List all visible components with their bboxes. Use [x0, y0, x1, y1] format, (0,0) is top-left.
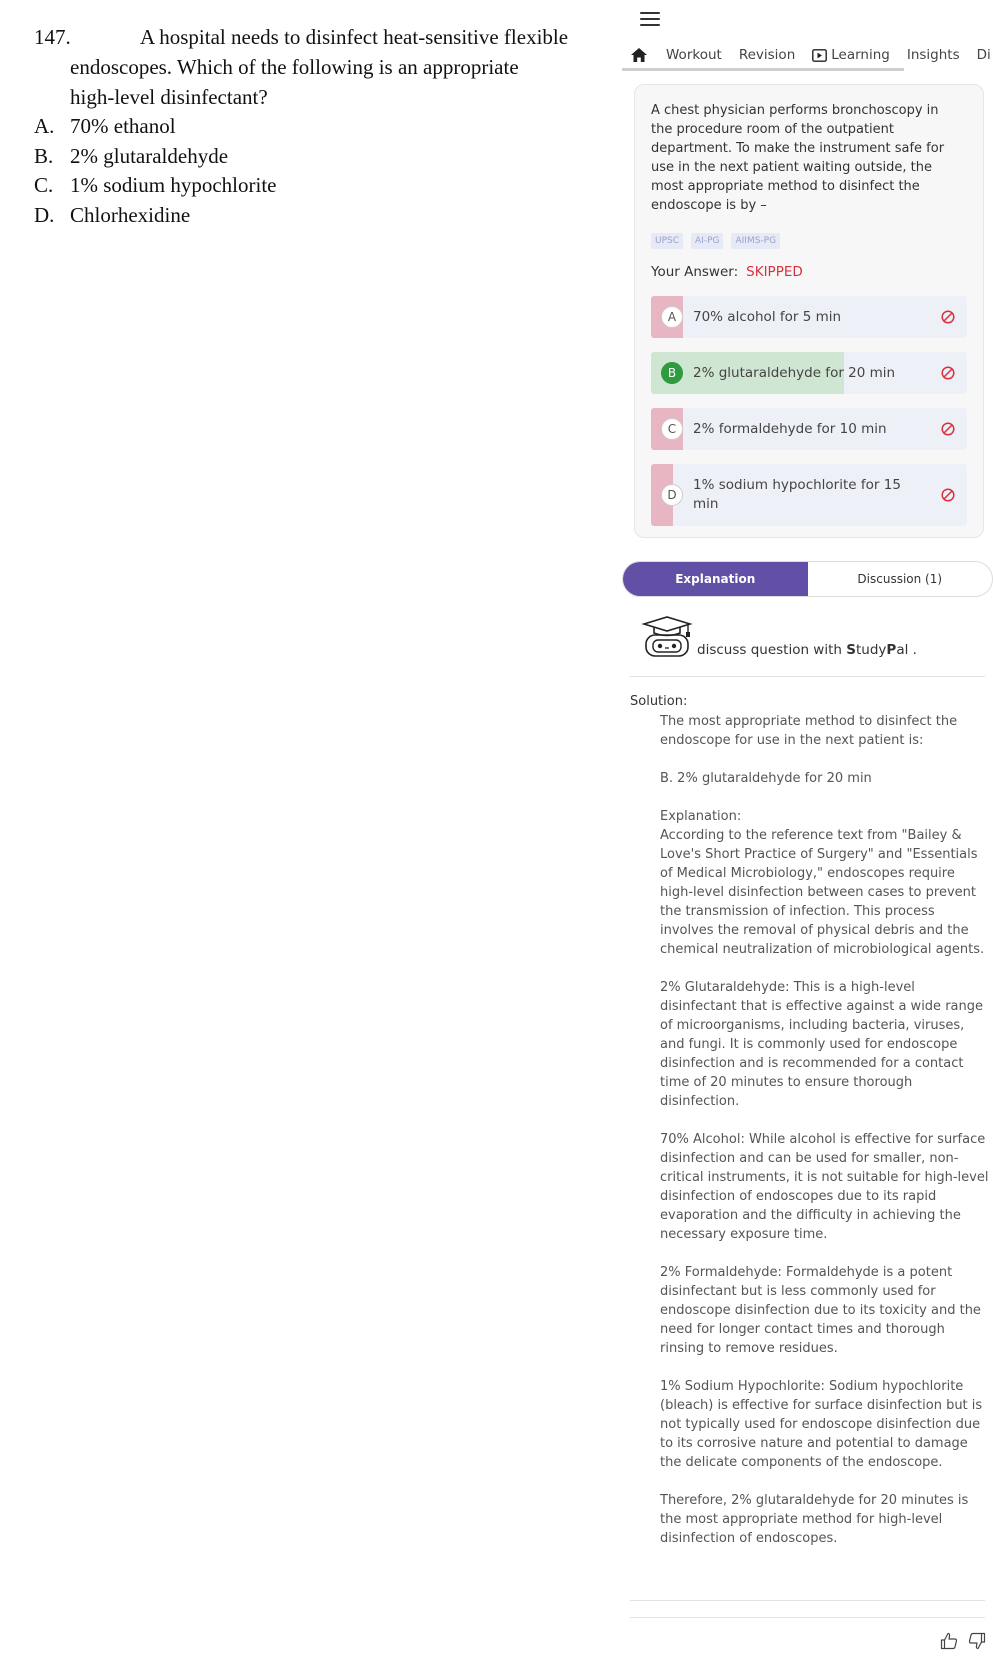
solution-paragraph: Therefore, 2% glutaraldehyde for 20 minutes is the most appropriate method for high-level disinfection of endoscopes. [660, 1493, 969, 1546]
top-navigation [622, 40, 993, 70]
nav-revision[interactable]: Revision [738, 47, 796, 63]
option-c-text: 2% formaldehyde for 10 min [693, 421, 887, 437]
option-d-text: 1% sodium hypochlorite for 15 min [693, 477, 901, 512]
not-selected-icon [941, 310, 955, 324]
solution-paragraph: 2% Glutaraldehyde: This is a high-level disinfectant that is effective against a wide range of microorganisms, including bacteria, viruses, and fungi. It is commonly used for endoscope disinfection and is recommended for a contact time of 20 minutes to ensure thorough disinfection. [660, 980, 983, 1109]
divider [630, 1617, 985, 1618]
question-number: 147. [34, 25, 71, 49]
option-d-letter: D [661, 484, 683, 506]
question-text-first: A hospital needs to disinfect heat-sensitive flexible [140, 25, 569, 49]
answer-option-b[interactable] [651, 352, 967, 394]
exam-tags [651, 233, 780, 249]
doc-option-d: D. Chlorhexidine [34, 202, 191, 227]
solution-paragraph: The most appropriate method to disinfect the endoscope for use in the next patient is: [660, 714, 958, 748]
question-text-rest: endoscopes. Which of the following is an appropriate high-level disinfectant? [70, 55, 519, 109]
solution-label: Solution: [630, 694, 688, 709]
solution-paragraph: 1% Sodium Hypochlorite: Sodium hypochlorite (bleach) is effective for surface disinfection but is not typically used for endoscope disinfection due to its corrosive nature and potential to damage the delicate components of the endoscope. [660, 1379, 983, 1470]
question-document [34, 22, 594, 230]
app-panel [622, 0, 993, 1665]
hamburger-menu-icon[interactable] [640, 12, 660, 28]
doc-option-a: A. 70% ethanol [34, 114, 176, 138]
not-selected-icon [941, 488, 955, 502]
option-b-letter: B [661, 362, 683, 384]
explanation-discussion-tabs [622, 561, 993, 597]
option-c-letter: C [661, 418, 683, 440]
question-card [634, 84, 984, 538]
thumbs-down-icon[interactable] [968, 1632, 986, 1650]
feedback-buttons [940, 1632, 986, 1650]
solution-paragraph: 70% Alcohol: While alcohol is effective for surface disinfection and can be used for smaller, non-critical instruments, it is not suitable for high-level disinfection of endoscopes due to its rapid evaporation and the difficulty in achieving the necessary exposure time. [660, 1132, 989, 1242]
doc-option-b: B. 2% glutaraldehyde [34, 143, 229, 168]
option-b-text: 2% glutaraldehyde for 20 min [693, 365, 896, 381]
tab-discussion[interactable]: Discussion (1) [857, 572, 943, 586]
nav-learning[interactable]: Learning [812, 47, 890, 63]
answer-option-a[interactable] [651, 296, 967, 338]
your-answer: Your Answer: SKIPPED [651, 264, 803, 280]
studypal-prompt[interactable] [640, 616, 993, 666]
doc-option-c: C. 1% sodium hypochlorite [34, 173, 277, 197]
question-line [34, 22, 594, 52]
solution-paragraph: Explanation: According to the reference text from "Bailey & Love's Short Practice of Surgery" and "Essentials of Medical Microbiology," endoscopes require high-level disinfection between cases to prevent the transmission of infection. This process involves the removal of physical debris and the chemical neutralization of microbiological agents. [660, 809, 985, 957]
studypal-text: discuss question with StudyPal . [697, 642, 917, 658]
solution-paragraph: 2% Formaldehyde: Formaldehyde is a potent disinfectant but is less commonly used for endoscope disinfection due to its toxicity and the need for longer contact times and thorough rinsing to remove residues. [660, 1265, 981, 1356]
tab-explanation[interactable]: Explanation [623, 562, 808, 596]
question-text: A chest physician performs bronchoscopy in the procedure room of the outpatient department. To make the instrument safe for use in the next patient waiting outside, the most appropriate method to disinfect the endoscope is by – [651, 103, 945, 213]
not-selected-icon [941, 422, 955, 436]
answer-option-d[interactable] [651, 464, 967, 526]
divider [630, 1600, 985, 1601]
option-a-text: 70% alcohol for 5 min [693, 309, 842, 325]
nav-insights[interactable]: Insights [906, 47, 960, 63]
divider [630, 676, 985, 677]
tag-aiims-pg: AIIMS-PG [731, 233, 780, 249]
play-video-icon [812, 49, 827, 62]
not-selected-icon [941, 366, 955, 380]
answer-status-skipped: SKIPPED [746, 264, 803, 280]
tag-upsc: UPSC [651, 233, 683, 249]
home-icon[interactable] [631, 48, 647, 62]
nav-scroll-indicator [622, 68, 904, 71]
answer-option-c[interactable] [651, 408, 967, 450]
studypal-robot-icon [640, 616, 694, 658]
tag-ai-pg: AI-PG [691, 233, 723, 249]
option-a-letter: A [661, 306, 683, 328]
thumbs-up-icon[interactable] [940, 1632, 958, 1650]
nav-discuss-truncated[interactable]: Di [976, 47, 991, 63]
solution-body [660, 712, 990, 1567]
solution-paragraph: B. 2% glutaraldehyde for 20 min [660, 771, 872, 786]
nav-workout[interactable]: Workout [666, 47, 722, 63]
